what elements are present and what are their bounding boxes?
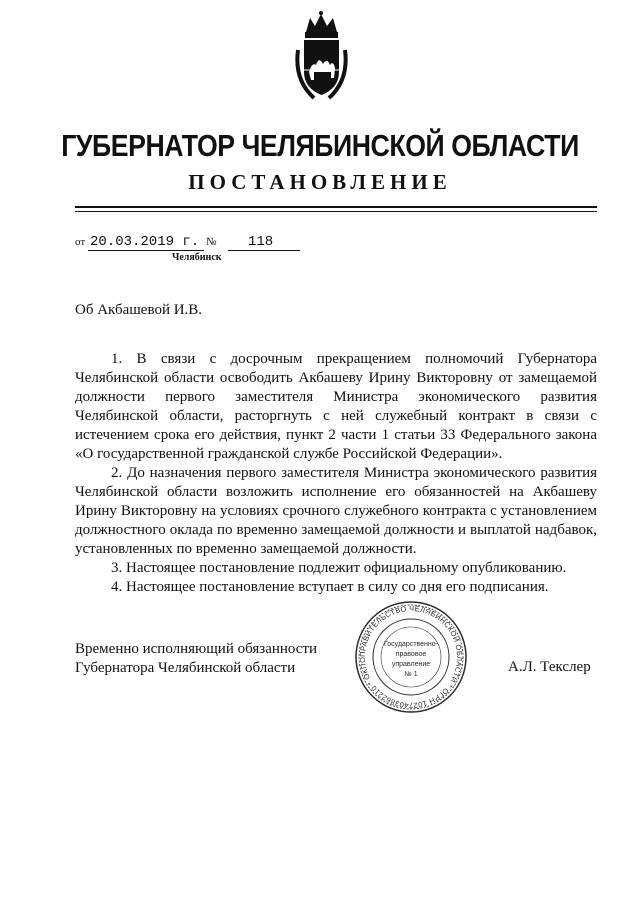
document-body (75, 350, 597, 597)
signatory-position (75, 640, 317, 678)
document-number: 118 (228, 234, 300, 251)
paragraph-4: 4. Настоящее постановление вступает в силу со дня его подписания. (111, 579, 549, 595)
number-prefix: № (206, 236, 217, 248)
document-type: ПОСТАНОВЛЕНИЕ (188, 170, 452, 194)
signatory-name: А.Л. Текслер (508, 659, 591, 675)
signatory-position-line-1: Временно исполняющий обязанности (75, 641, 318, 657)
official-seal-icon (354, 600, 468, 714)
seal-center-line-3: управление (391, 661, 431, 668)
paragraph-2: 2. До назначения первого заместителя Министра экономического развития Челябинской области возложить исполнение его обязанностей на Акбашеву Ирину Викторовну на условиях срочного служебного контракта с установлением должностного оклада по временно замещаемой должности и выплатой надбавок, установленных по временно замещаемой должности. (75, 465, 597, 557)
header-divider-thin (75, 211, 597, 212)
paragraph-1: 1. В связи с досрочным прекращением полномочий Губернатора Челябинской области освободить Акбашеву Ирину Викторовну от замещаемой должности первого заместителя Министра экономического развития Челябинской области, расторгнуть с ней служебный контракт в связи с истечением срока его действия, пункт 2 части 1 статьи 33 Федерального закона «О государственной гражданской службе Российской Федерации». (75, 351, 597, 462)
city: Челябинск (172, 252, 222, 263)
issuer-title: ГУБЕРНАТОР ЧЕЛЯБИНСКОЙ ОБЛАСТИ (61, 128, 579, 163)
seal-center-line-1: Государственно- (383, 641, 439, 648)
header-divider (75, 206, 597, 208)
seal-outer-text: ПРАВИТЕЛЬСТВО ЧЕЛЯБИНСКОЙ ОБЛАСТИ * ОГРН 1027403862210 * ОКПО (357, 603, 465, 711)
paragraph-3: 3. Настоящее постановление подлежит официальному опубликованию. (111, 560, 567, 576)
document-date: 20.03.2019 г. (88, 234, 204, 251)
seal-center-line-2: правовое (395, 651, 427, 658)
document-subject: Об Акбашевой И.В. (75, 302, 203, 318)
seal-center-line-4: № 1 (404, 671, 418, 678)
signatory-position-line-2: Губернатора Челябинской области (75, 660, 296, 676)
coat-of-arms-icon (294, 10, 349, 105)
date-prefix: от (75, 236, 86, 248)
